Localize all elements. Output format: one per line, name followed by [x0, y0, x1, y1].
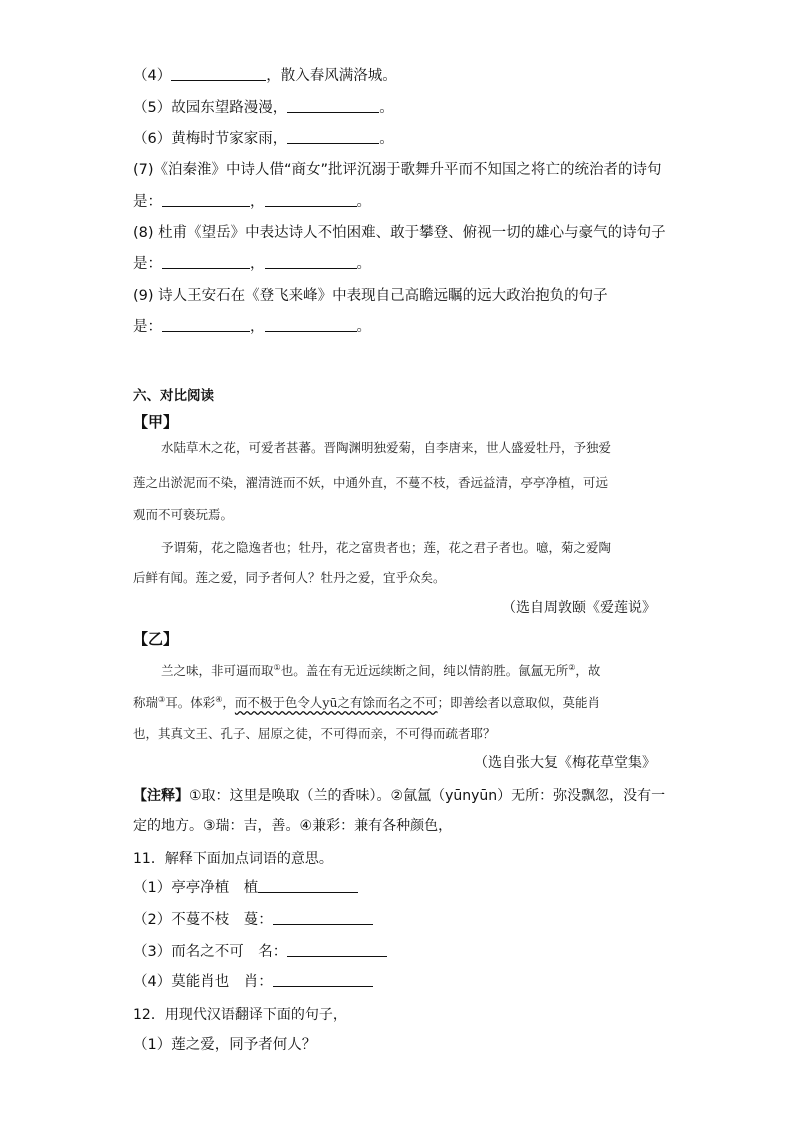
answer-blank[interactable] — [287, 942, 387, 957]
note-marker: ① — [273, 663, 281, 672]
answer-blank[interactable] — [171, 66, 266, 81]
answer-blank[interactable] — [265, 254, 357, 269]
answer-blank[interactable] — [162, 192, 250, 207]
answer-blank[interactable] — [258, 878, 358, 893]
passage-jia-line: 观而不可亵玩焉。 — [133, 507, 234, 522]
q12-item: （1）莲之爱，同予者何人？ — [133, 1037, 317, 1053]
passage-jia-line: 水陆草木之花，可爱者甚蕃。晋陶渊明独爱菊，自李唐来，世人盛爱牡丹，予独爱 — [161, 440, 612, 455]
notes-line: 【注释】①取：这里是唤取（兰的香味）。②氤氲（yūnyūn）无所：弥没飘忽，没有一 — [133, 788, 666, 804]
answer-blank[interactable] — [273, 972, 373, 987]
question-7-answer: 是： ， 。 — [133, 194, 371, 210]
answer-blank[interactable] — [287, 98, 379, 113]
passage-yi-source: （选自张大复《梅花草堂集》 — [474, 755, 656, 771]
answer-blank[interactable] — [287, 129, 379, 144]
notes-line: 定的地方。③瑞：吉，善。④兼彩：兼有各种颜色， — [133, 818, 453, 834]
question-6: （6）黄梅时节家家雨， 。 — [133, 131, 394, 147]
passage-jia-line: 予谓菊，花之隐逸者也；牡丹，花之富贵者也；莲，花之君子者也。噫，菊之爱陶 — [161, 540, 612, 555]
question-7-text: (7)《泊秦淮》中诗人借“商女”批评沉溺于歌舞升平而不知国之将亡的统治者的诗句 — [133, 162, 662, 178]
answer-blank[interactable] — [162, 317, 250, 332]
question-9-answer: 是： ， 。 — [133, 319, 371, 335]
q11-item: （3）而名之不可 名： — [133, 942, 387, 962]
section-title: 六、对比阅读 — [133, 388, 214, 404]
passage-jia-line: 后鲜有闻。莲之爱，同予者何人？牡丹之爱，宜乎众矣。 — [133, 570, 446, 585]
q11-item: （2）不蔓不枝 蔓： — [133, 910, 373, 930]
passage-jia-source: （选自周敦颐《爱莲说》 — [502, 600, 656, 616]
question-4: （4） ，散入春风满洛城。 — [133, 68, 397, 84]
answer-blank[interactable] — [265, 192, 357, 207]
question-12-title: 12．用现代汉语翻译下面的句子， — [133, 1007, 347, 1023]
note-marker: ④ — [215, 695, 223, 704]
passage-jia-label: 【甲】 — [133, 413, 179, 431]
answer-blank[interactable] — [273, 910, 373, 925]
question-8-answer: 是： ， 。 — [133, 256, 371, 272]
question-8-text: (8) 杜甫《望岳》中表达诗人不怕困难、敢于攀登、俯视一切的雄心与豪气的诗句子 — [133, 225, 666, 241]
passage-yi-line: 也，其真文王、孔子、屈原之徒，不可得而亲，不可得而疏者耶？ — [133, 726, 496, 741]
passage-jia-line: 莲之出淤泥而不染，濯清涟而不妖，中通外直，不蔓不枝，香远益清，亭亭净植，可远 — [133, 475, 609, 490]
question-5: （5）故园东望路漫漫， 。 — [133, 100, 394, 116]
q11-item: （1）亭亭净植 植 — [133, 878, 358, 898]
question-9-text: (9) 诗人王安石在《登飞来峰》中表现自己高瞻远瞩的远大政治抱负的句子 — [133, 288, 608, 304]
answer-blank[interactable] — [265, 317, 357, 332]
passage-yi-line: 兰之味，非可逼而取①也。盖在有无近远续断之间，纯以情韵胜。氤氲无所②，故 — [161, 663, 601, 678]
note-marker: ② — [568, 663, 576, 672]
passage-yi-line: 称瑞③耳。体彩④，而不极于色令人yū之有馀而名之不可；即善绘者以意取似，莫能肖 — [133, 695, 601, 710]
passage-yi-label: 【乙】 — [133, 630, 179, 648]
question-11-title: 11．解释下面加点词语的意思。 — [133, 851, 333, 867]
answer-blank[interactable] — [162, 254, 250, 269]
wavy-underlined-sentence: 而不极于色令人yū之有馀而名之不可 — [234, 695, 438, 710]
note-marker: ③ — [158, 695, 166, 704]
q11-item: （4）莫能肖也 肖： — [133, 972, 373, 992]
